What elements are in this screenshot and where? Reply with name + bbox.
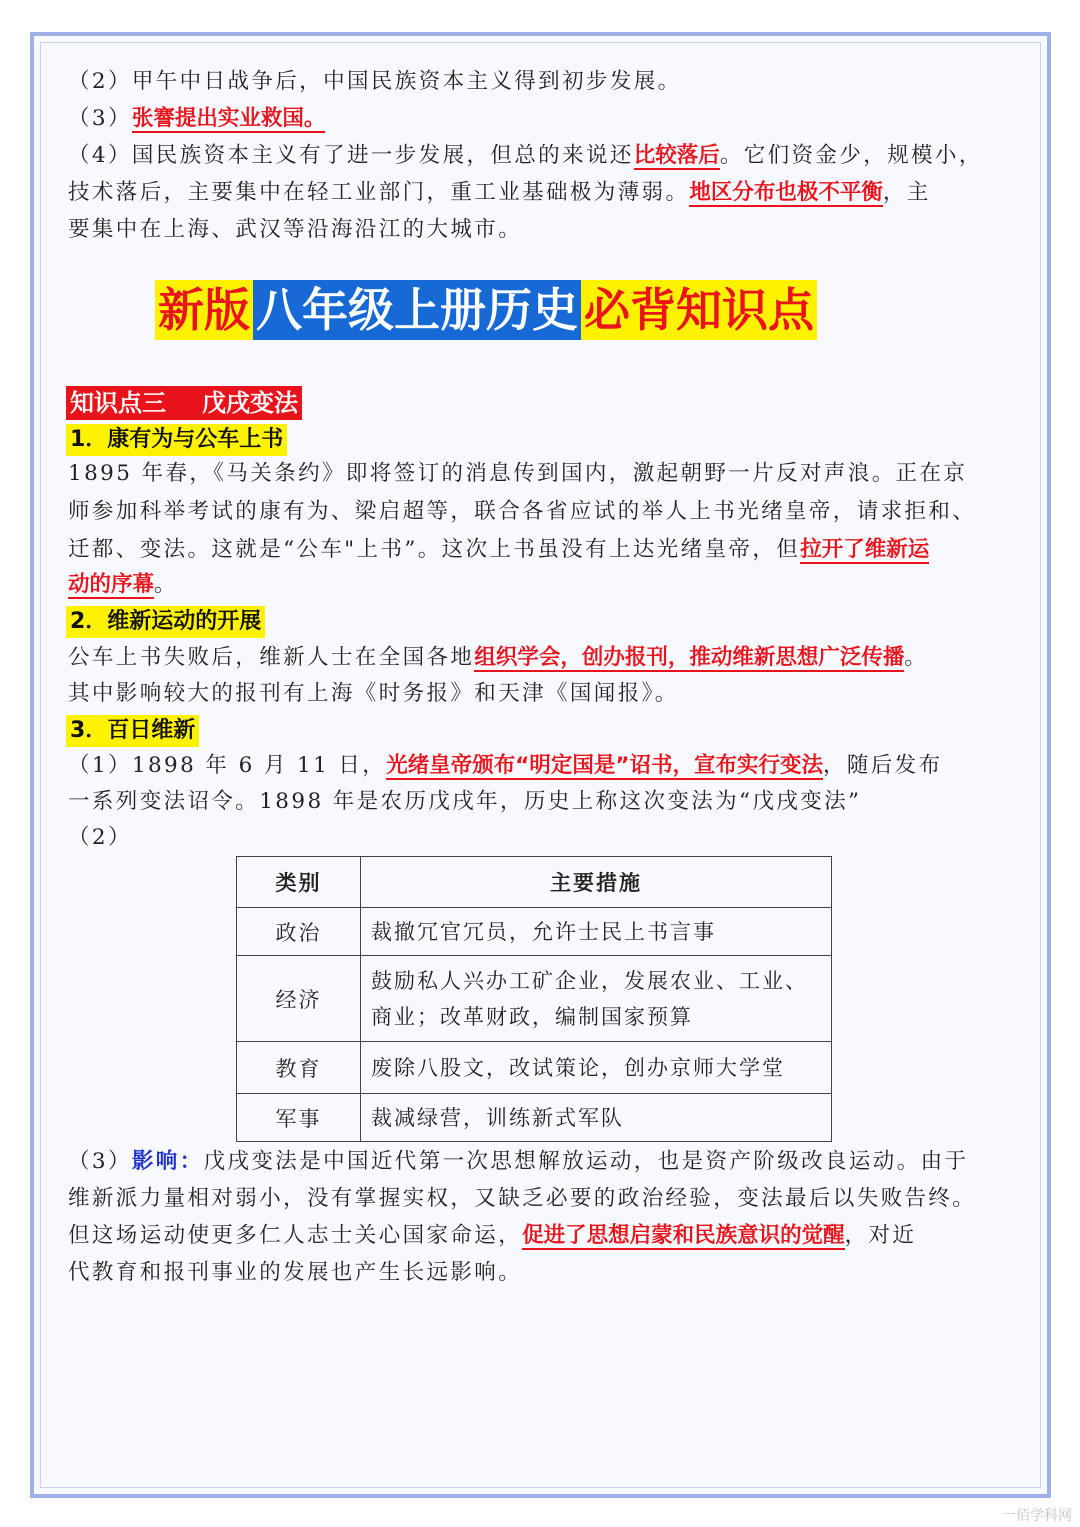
s3-p3-l3-text: 但这场运动使更多仁人志士关心国家命运，	[68, 1223, 523, 1248]
intro-p2	[68, 64, 1018, 100]
s2-l1-text: 公车上书失败后，维新人士在全国各地	[68, 645, 475, 670]
intro-p4-l1-text: （4）国民族资本主义有了进一步发展，但总的来说还	[68, 143, 634, 168]
table-cell-measures	[361, 908, 832, 956]
s3-p3-line1	[68, 1144, 1018, 1180]
banner-part-new: 新版	[155, 280, 253, 340]
table-cell-line: 鼓励私人兴办工矿企业，发展农业、工业、	[371, 968, 808, 993]
table-cell-measures	[361, 1094, 832, 1142]
intro-p4-l1-highlight: 比较落后	[633, 143, 720, 168]
intro-p4-l2-text: 技术落后，主要集中在轻工业部门，重工业基础极为薄弱。	[68, 180, 690, 205]
s2-line2	[68, 676, 1018, 712]
table-cell-line: 商业；改革财政，编制国家预算	[371, 1004, 693, 1029]
s1-line1	[68, 456, 1018, 492]
table-cell-category: 军事	[237, 1094, 361, 1142]
table-cell-measures	[361, 956, 832, 1042]
s1-line3	[68, 532, 1018, 568]
subsection-3-title: 3．百日维新	[66, 715, 199, 747]
banner-part-grade: 八年级上册历史	[253, 280, 581, 340]
table-row	[237, 956, 832, 1042]
s3-p3-l3-tail: ，对近	[844, 1223, 917, 1248]
s1-l1-text: 1895 年春，《马关条约》即将签订的消息传到国内，激起朝野一片反对声浪。正在京	[68, 461, 968, 486]
intro-p4-l2-tail: ，主	[882, 180, 931, 205]
table-header-measures: 主要措施	[361, 857, 832, 908]
s3-p1-line2	[68, 784, 1018, 820]
intro-p3-prefix: （3）	[68, 106, 132, 131]
table-cell-line: 裁减绿营，训练新式军队	[371, 1105, 624, 1130]
s2-l2-text: 其中影响较大的报刊有上海《时务报》和天津《国闻报》。	[68, 681, 679, 706]
intro-p4-line1	[68, 138, 1018, 174]
table-cell-category: 经济	[237, 956, 361, 1042]
s3-p2-label-text: （2）	[68, 825, 132, 850]
s1-line4	[68, 567, 1018, 603]
s3-p3-l4-text: 代教育和报刊事业的发展也产生长远影响。	[68, 1260, 523, 1285]
s3-p3-impact-label: 影响：	[131, 1149, 204, 1174]
table-cell-line: 裁撤冗官冗员，允许士民上书言事	[371, 919, 716, 944]
s3-p2-label	[68, 820, 1018, 856]
table-header-category: 类别	[237, 857, 361, 908]
s3-p3-line3	[68, 1218, 1018, 1254]
s1-l2-text: 师参加科举考试的康有为、梁启超等，联合各省应试的举人上书光绪皇帝，请求拒和、	[68, 499, 977, 524]
title-banner	[155, 280, 817, 340]
s3-p1-l1-highlight: 光绪皇帝颁布“明定国是”诏书，宣布实行变法	[386, 753, 823, 778]
s3-p1-l1-tail: ，随后发布	[822, 753, 943, 778]
intro-p4-l3-text: 要集中在上海、武汉等沿海沿江的大城市。	[68, 217, 523, 242]
banner-part-knowledge: 必背知识点	[581, 280, 817, 340]
s1-line2	[68, 494, 1018, 530]
intro-p4-l1-tail: 。它们资金少，规模小，	[719, 143, 983, 168]
table-row	[237, 1094, 832, 1142]
table-cell-category: 政治	[237, 908, 361, 956]
s2-line1	[68, 640, 1018, 676]
table-header-row	[237, 857, 832, 908]
s3-p3-l2-text: 维新派力量相对弱小，没有掌握实权，又缺乏必要的政治经验，变法最后以失败告终。	[68, 1186, 977, 1211]
s1-l4-highlight: 动的序幕	[68, 572, 155, 597]
s1-l4-tail: 。	[154, 572, 178, 597]
section-label: 知识点三	[70, 389, 166, 417]
watermark: 一佰学科网	[1002, 1508, 1072, 1524]
subsection-1-title: 1．康有为与公车上书	[66, 424, 287, 456]
s1-l3-text: 迁都、变法。这就是“公车"上书”。这次上书虽没有上达光绪皇帝，但	[68, 537, 801, 562]
s3-p3-prefix: （3）	[68, 1149, 132, 1174]
s1-l3-highlight: 拉开了维新运	[800, 537, 930, 562]
s2-l1-highlight: 组织学会，创办报刊，推动维新思想广泛传播	[474, 645, 905, 670]
section-topic: 戊戌变法	[202, 389, 298, 417]
intro-p2-text: （2）甲午中日战争后，中国民族资本主义得到初步发展。	[68, 69, 682, 94]
s3-p1-l1-text: （1）1898 年 6 月 11 日，	[68, 753, 387, 778]
s3-p1-l2-text: 一系列变法诏令。1898 年是农历戊戌年，历史上称这次变法为“戊戌变法”	[68, 789, 862, 814]
table-cell-category: 教育	[237, 1042, 361, 1094]
table-row	[237, 1042, 832, 1094]
table-row	[237, 908, 832, 956]
s3-p3-line4	[68, 1255, 1018, 1291]
intro-p4-l2-highlight: 地区分布也极不平衡	[689, 180, 883, 205]
intro-p3	[68, 101, 1018, 137]
table-cell-line: 废除八股文，改试策论，创办京师大学堂	[371, 1055, 785, 1080]
intro-p4-line2	[68, 175, 1018, 211]
section-title	[66, 386, 302, 420]
s3-p3-l1-text: 戊戌变法是中国近代第一次思想解放运动，也是资产阶级改良运动。由于	[203, 1149, 969, 1174]
s3-p3-l3-highlight: 促进了思想启蒙和民族意识的觉醒	[522, 1223, 845, 1248]
table-cell-measures	[361, 1042, 832, 1094]
reform-measures-table	[236, 856, 832, 1142]
s2-l1-tail: 。	[904, 645, 929, 670]
s3-p3-line2	[68, 1181, 1018, 1217]
s3-p1-line1	[68, 748, 1018, 784]
subsection-2-title: 2．维新运动的开展	[66, 606, 265, 638]
intro-p4-line3	[68, 212, 1018, 248]
intro-p3-highlight: 张謇提出实业救国。	[131, 106, 326, 131]
